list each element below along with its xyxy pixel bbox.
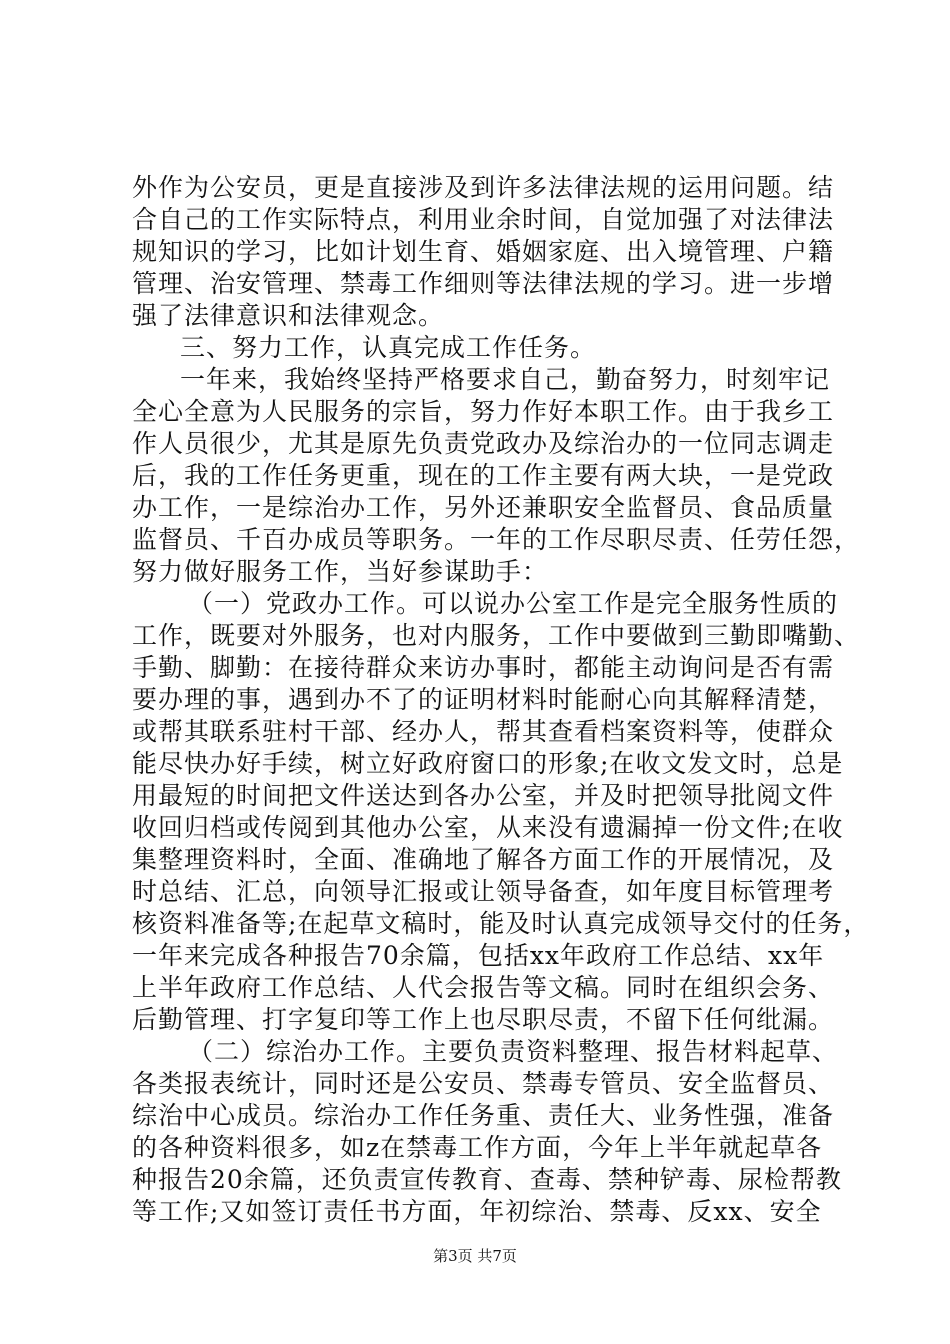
section-heading: 三、努力工作，认真完成工作任务。 xyxy=(180,333,597,362)
document-body xyxy=(132,172,870,1228)
text-line: 工作，既要对外服务，也对内服务，工作中要做到三勤即嘴勤、 xyxy=(132,621,861,650)
text-line: 等工作;又如签订责任书方面，年初综治、禁毒、反xx、安全 xyxy=(132,1197,822,1226)
text-line: 监督员、千百办成员等职务。一年的工作尽职尽责、任劳任怨， xyxy=(132,525,861,554)
text-line: 要办理的事，遇到办不了的证明材料时能耐心向其解释清楚， xyxy=(132,685,835,714)
subsection-heading: （一）党政办工作。可以说办公室工作是完全服务性质的 xyxy=(188,589,839,618)
text-line: 集整理资料时，全面、准确地了解各方面工作的开展情况，及 xyxy=(132,845,835,874)
text-line: 强了法律意识和法律观念。 xyxy=(132,301,445,330)
text-line: 办工作，一是综治办工作，另外还兼职安全监督员、食品质量 xyxy=(132,493,835,522)
text-line: 核资料准备等;在起草文稿时，能及时认真完成领导交付的任务， xyxy=(132,909,870,938)
text-line: 规知识的学习，比如计划生育、婚姻家庭、出入境管理、户籍 xyxy=(132,237,835,266)
text-line: 后，我的工作任务更重，现在的工作主要有两大块，一是党政 xyxy=(132,461,835,490)
text-line: 上半年政府工作总结、人代会报告等文稿。同时在组织会务、 xyxy=(132,973,835,1002)
text-line: 收回归档或传阅到其他办公室，从来没有遗漏掉一份文件;在收 xyxy=(132,813,844,842)
text-line: 努力做好服务工作，当好参谋助手： xyxy=(132,557,549,586)
text-line: 的各种资料很多，如z在禁毒工作方面，今年上半年就起草各 xyxy=(132,1133,823,1162)
text-line: 或帮其联系驻村干部、经办人，帮其查看档案资料等，使群众 xyxy=(132,717,835,746)
text-line: 能尽快办好手续，树立好政府窗口的形象;在收文发文时，总是 xyxy=(132,749,844,778)
text-line: 用最短的时间把文件送达到各办公室，并及时把领导批阅文件 xyxy=(132,781,835,810)
text-line: 合自己的工作实际特点，利用业余时间，自觉加强了对法律法 xyxy=(132,205,835,234)
page-footer: 第3页 共7页 xyxy=(433,1247,517,1265)
paragraph-start: 一年来，我始终坚持严格要求自己，勤奋努力，时刻牢记 xyxy=(180,365,831,394)
text-line: 全心全意为人民服务的宗旨，努力作好本职工作。由于我乡工 xyxy=(132,397,835,426)
text-line: 各类报表统计，同时还是公安员、禁毒专管员、安全监督员、 xyxy=(132,1069,835,1098)
text-line: 管理、治安管理、禁毒工作细则等法律法规的学习。进一步增 xyxy=(132,269,835,298)
text-line: 手勤、脚勤：在接待群众来访办事时，都能主动询问是否有需 xyxy=(132,653,835,682)
text-line: 一年来完成各种报告70余篇，包括xx年政府工作总结、xx年 xyxy=(132,941,825,970)
text-line: 作人员很少，尤其是原先负责党政办及综治办的一位同志调走 xyxy=(132,429,835,458)
text-line: 综治中心成员。综治办工作任务重、责任大、业务性强，准备 xyxy=(132,1101,835,1130)
text-line: 后勤管理、打字复印等工作上也尽职尽责，不留下任何纰漏。 xyxy=(132,1005,835,1034)
text-line: 时总结、汇总，向领导汇报或让领导备查，如年度目标管理考 xyxy=(132,877,835,906)
text-line: 种报告20余篇，还负责宣传教育、查毒、禁种铲毒、尿检帮教 xyxy=(132,1165,842,1194)
text-line: 外作为公安员，更是直接涉及到许多法律法规的运用问题。结 xyxy=(132,173,835,202)
subsection-heading: （二）综治办工作。主要负责资料整理、报告材料起草、 xyxy=(188,1037,839,1066)
